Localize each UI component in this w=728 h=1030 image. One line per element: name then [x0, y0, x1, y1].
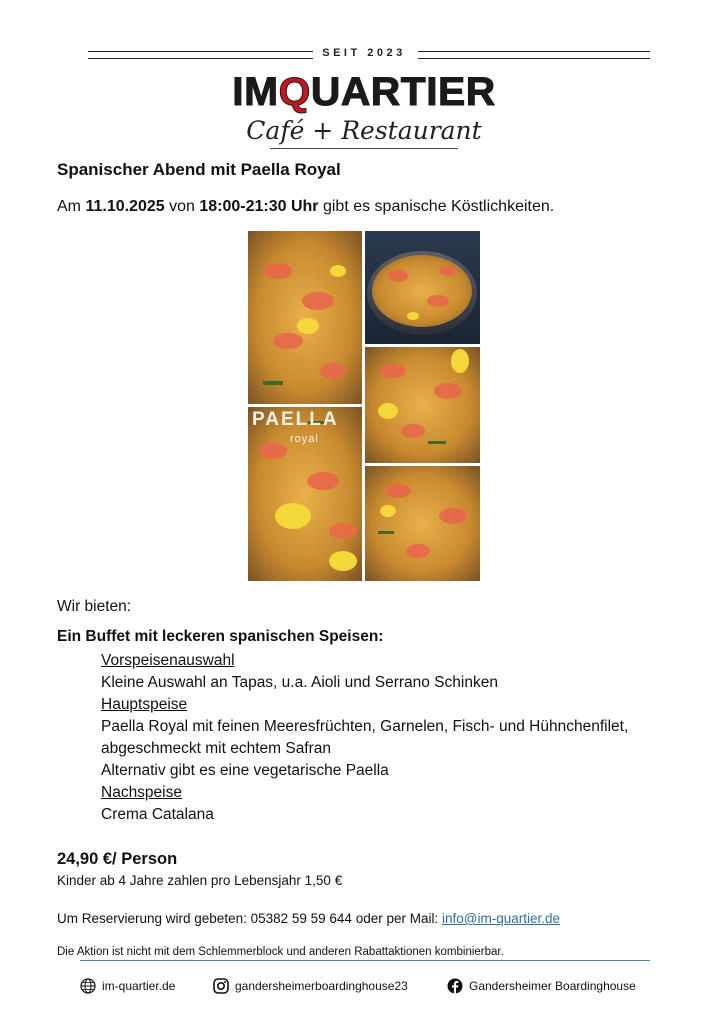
main-line-1: Paella Royal mit feinen Meeresfrüchten, Garnelen, Fisch- und Hühnchenfilet, — [101, 718, 629, 735]
logo-prefix: IM — [232, 70, 279, 114]
reservation-text: Um Reservierung wird gebeten: 05382 59 59 644 oder per Mail: — [57, 911, 442, 926]
footer-website-label: im-quartier.de — [102, 979, 176, 993]
intro-text-a: Am — [57, 198, 86, 215]
footer-instagram[interactable] — [213, 978, 408, 994]
main-heading: Hauptspeise — [101, 696, 188, 713]
wir-bieten: Wir bieten: — [57, 598, 132, 615]
event-title: Spanischer Abend mit Paella Royal — [57, 160, 341, 179]
logo-suffix: UARTIER — [310, 70, 496, 114]
paella-collage — [248, 231, 480, 581]
main-line-3: Alternativ gibt es eine vegetarische Paella — [101, 762, 389, 779]
reservation-line — [57, 911, 560, 926]
dessert-heading: Nachspeise — [101, 784, 182, 801]
starter-text: Kleine Auswahl an Tapas, u.a. Aioli und Serrano Schinken — [101, 674, 498, 691]
event-time: 18:00-21:30 Uhr — [199, 198, 319, 215]
kids-price: Kinder ab 4 Jahre zahlen pro Lebensjahr 1,50 € — [57, 873, 343, 888]
disclaimer: Die Aktion ist nicht mit dem Schlemmerblock und anderen Rabattaktionen kombinierbar. — [57, 946, 504, 958]
main-line-2: abgeschmeckt mit echtem Safran — [101, 740, 332, 757]
dessert-text: Crema Catalana — [101, 806, 214, 823]
subtitle-underline — [270, 148, 458, 149]
disclaimer-rule — [80, 960, 650, 961]
intro-text-b: von — [164, 198, 200, 215]
email-link[interactable]: info@im-quartier.de — [441, 911, 560, 926]
logo — [0, 68, 728, 116]
collage-image — [248, 231, 480, 581]
footer-facebook-label: Gandersheimer Boardinghouse — [469, 979, 636, 993]
collage-label-main: PAELLA — [252, 409, 339, 430]
tile-right-3 — [365, 466, 480, 581]
footer-website[interactable] — [80, 978, 175, 994]
price: 24,90 €/ Person — [57, 850, 178, 868]
footer-instagram-label: gandersheimerboardinghouse23 — [235, 979, 408, 993]
intro-text-c: gibt es spanische Köstlichkeiten. — [318, 198, 555, 215]
instagram-icon — [213, 978, 229, 994]
buffet-heading: Ein Buffet mit leckeren spanischen Speisen: — [57, 628, 384, 645]
collage-label-sub: royal — [290, 433, 319, 445]
event-intro — [57, 198, 554, 216]
event-date: 11.10.2025 — [85, 198, 165, 215]
tile-left-top — [248, 231, 362, 404]
seit-label: SEIT 2023 — [322, 47, 406, 59]
logo-q: Q — [278, 70, 311, 114]
logo-subtitle: Café + Restaurant — [246, 116, 482, 145]
starter-heading: Vorspeisenauswahl — [101, 652, 235, 669]
globe-icon — [80, 978, 96, 994]
facebook-icon — [447, 978, 463, 994]
footer-facebook[interactable] — [447, 978, 636, 994]
